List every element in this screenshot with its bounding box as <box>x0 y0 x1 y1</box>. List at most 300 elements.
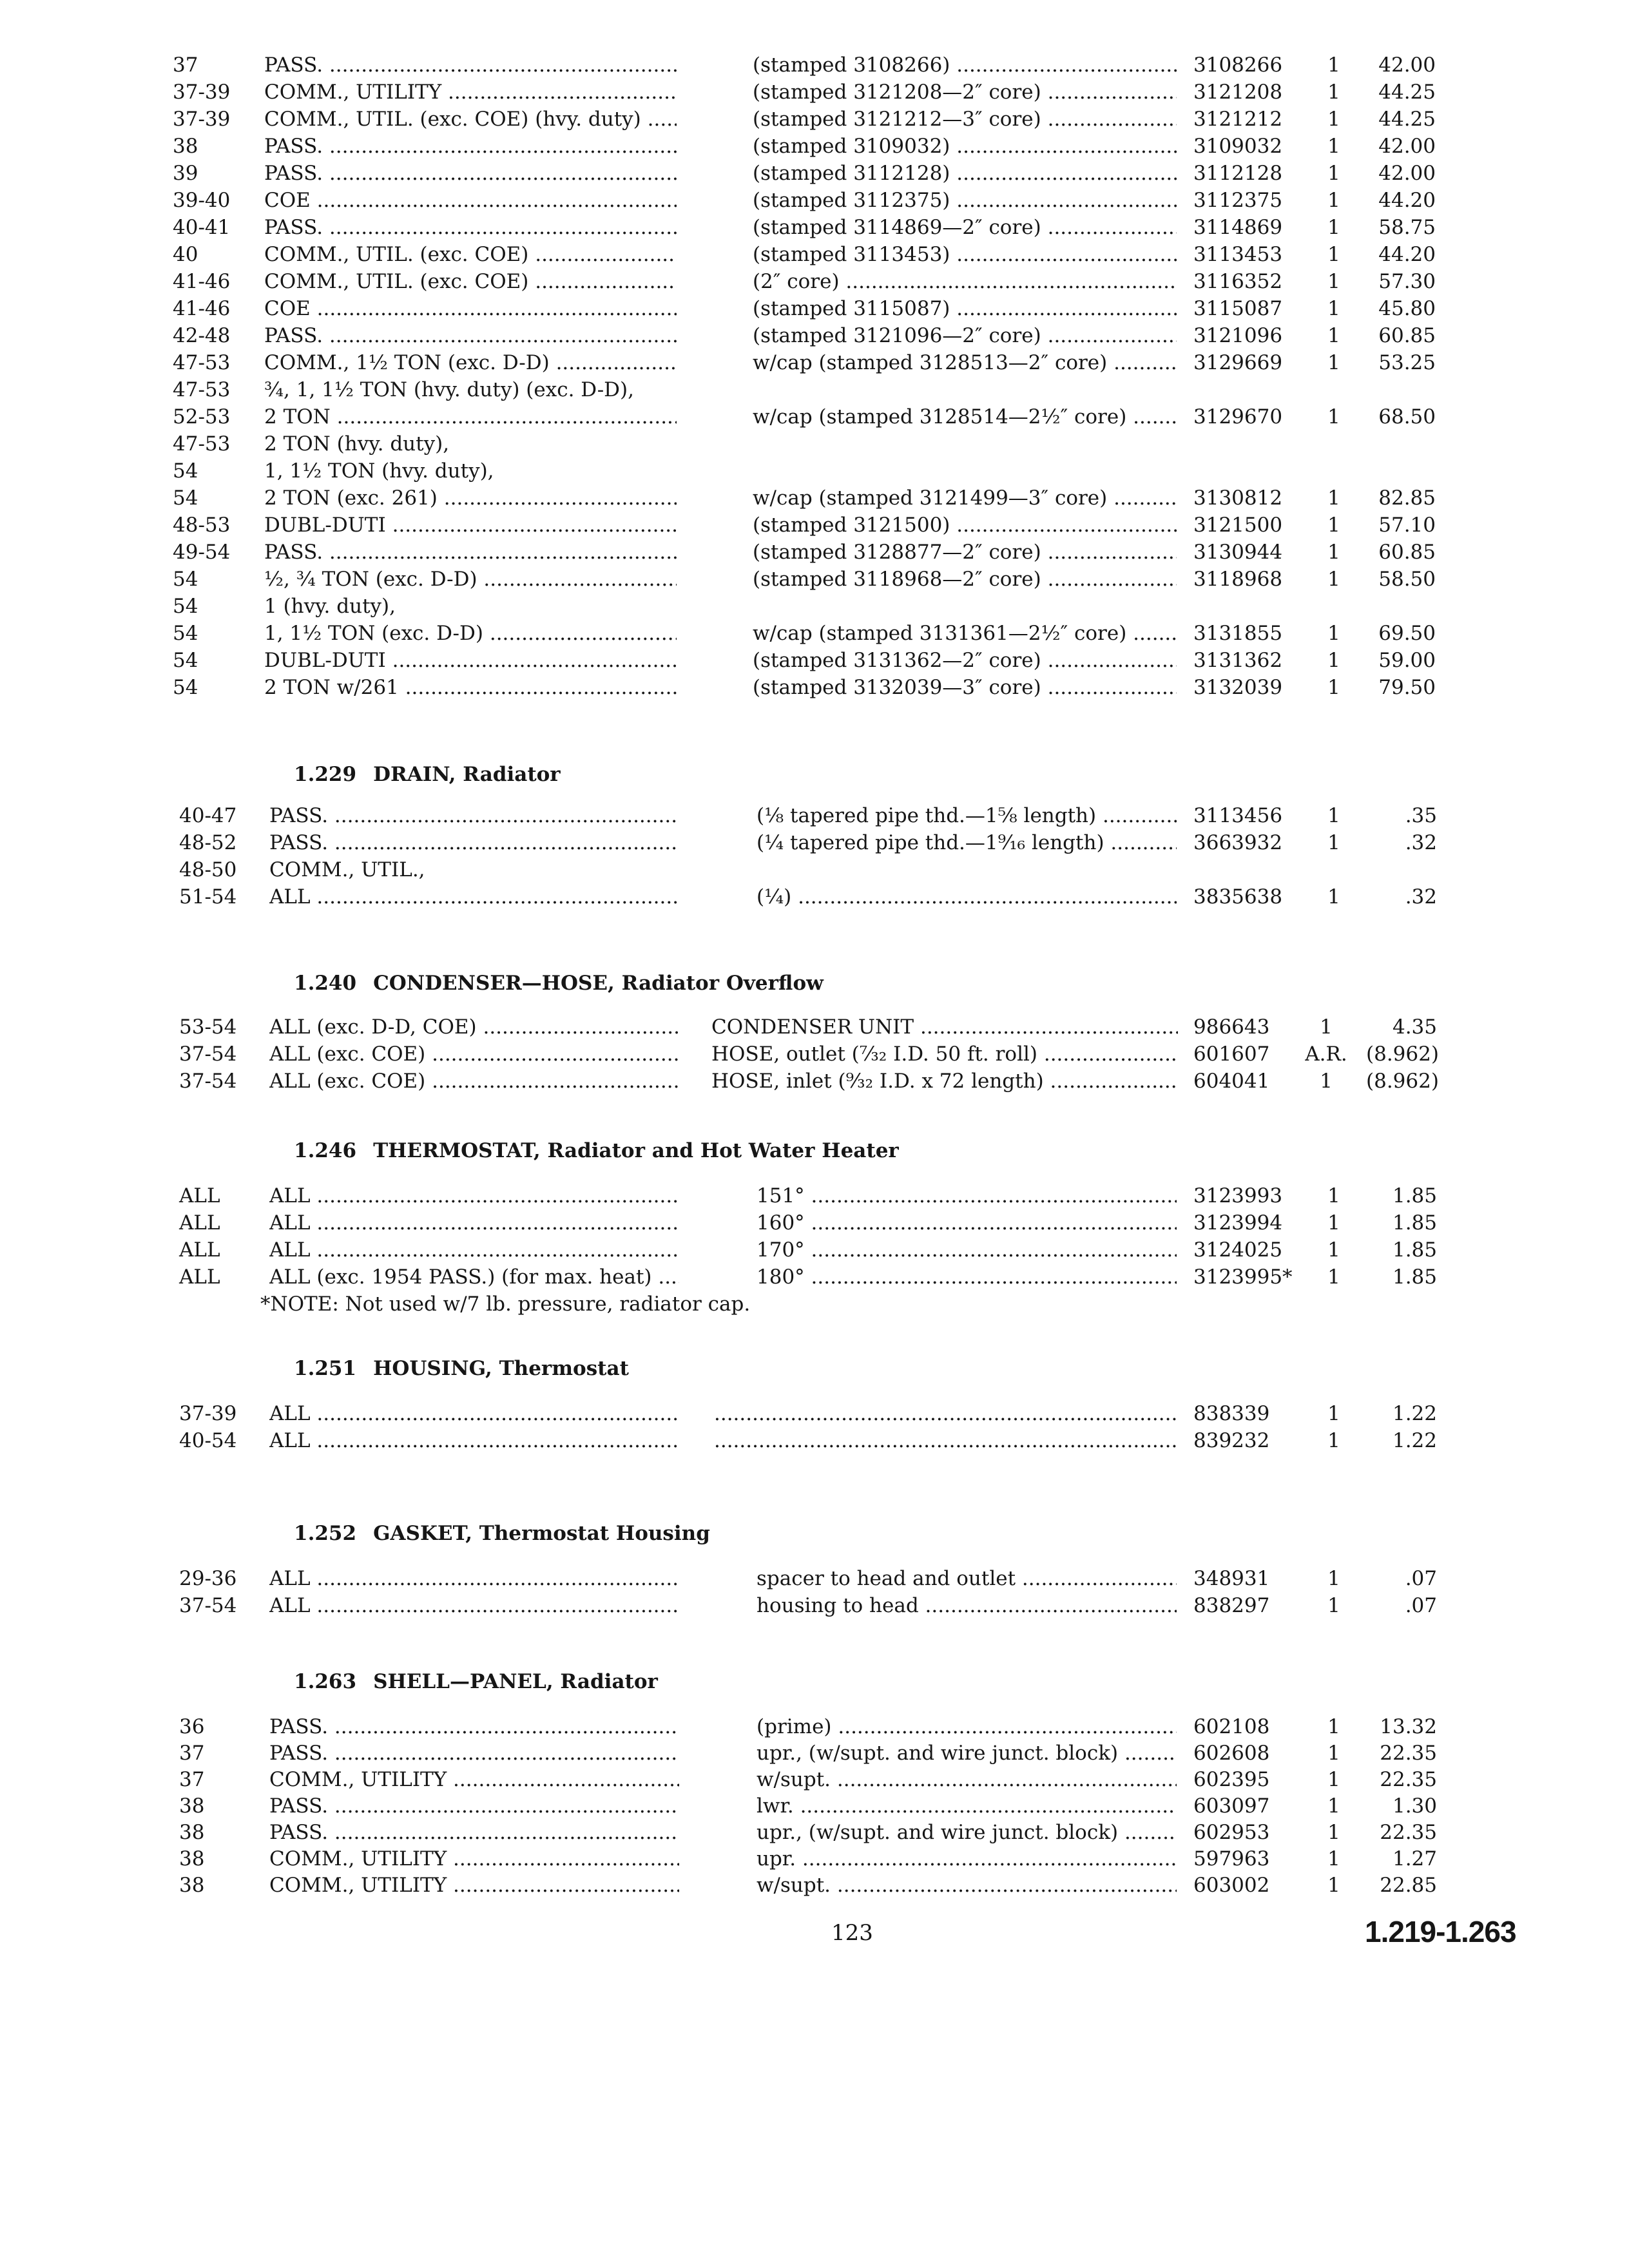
part-number-cell: 602608 <box>1193 1742 1270 1765</box>
price-cell: 44.20 <box>1378 189 1436 212</box>
price-cell: 1.22 <box>1392 1402 1437 1425</box>
part-number-cell: 3124025 <box>1193 1238 1283 1262</box>
price-cell: 42.00 <box>1378 135 1436 158</box>
part-number-cell: 839232 <box>1193 1429 1270 1452</box>
price-cell: 22.85 <box>1380 1874 1437 1897</box>
description-cell: (stamped 3113453) ..... <box>753 240 1177 269</box>
year-cell: 48-53 <box>173 514 231 537</box>
section-number: 1.229 <box>294 763 357 786</box>
table-row <box>0 1871 1629 1899</box>
price-cell: .35 <box>1405 804 1437 827</box>
quantity-cell: 1 <box>1327 541 1340 564</box>
description-cell: 160° ..... <box>757 1209 1177 1237</box>
quantity-cell: 1 <box>1327 676 1340 699</box>
price-cell: 57.30 <box>1378 270 1436 293</box>
quantity-cell: 1 <box>1320 1015 1333 1039</box>
quantity-cell: 1 <box>1327 351 1340 374</box>
table-row <box>0 1182 1629 1210</box>
year-cell: 51-54 <box>179 885 237 908</box>
year-cell: 39 <box>173 162 198 185</box>
model-cell: 1 (hvy. duty), <box>264 595 396 618</box>
table-row <box>0 829 1629 857</box>
model-cell: 1, 1½ TON (exc. D-D) ..... <box>264 619 677 648</box>
year-cell: 29-36 <box>179 1567 237 1590</box>
table-row <box>0 619 1629 648</box>
description-cell: w/cap (stamped 3131361—2½″ core) ..... <box>753 619 1177 648</box>
description-cell: spacer to head and outlet ..... <box>757 1564 1177 1593</box>
part-number-cell: 3123993 <box>1193 1184 1283 1207</box>
quantity-cell: 1 <box>1327 324 1340 347</box>
table-row <box>0 294 1629 323</box>
quantity-cell: 1 <box>1327 243 1340 266</box>
table-row <box>0 1427 1629 1455</box>
price-cell: 44.25 <box>1378 81 1436 104</box>
part-number-cell: 3130812 <box>1193 486 1283 510</box>
description-cell <box>714 1427 1178 1455</box>
model-cell: ALL (exc. COE) ..... <box>269 1040 679 1068</box>
model-cell: PASS. ..... <box>264 51 677 79</box>
price-cell: 44.20 <box>1378 243 1436 266</box>
part-number-cell: 597963 <box>1193 1847 1270 1870</box>
quantity-cell: 1 <box>1327 1567 1340 1590</box>
quantity-cell: 1 <box>1327 1874 1340 1897</box>
year-cell: 37 <box>173 53 198 77</box>
table-row <box>0 883 1629 911</box>
price-cell: 79.50 <box>1378 676 1436 699</box>
year-cell: 37-39 <box>173 108 231 131</box>
year-cell: 38 <box>179 1874 205 1897</box>
table-row <box>0 1013 1629 1041</box>
quantity-cell: 1 <box>1327 1847 1340 1870</box>
model-cell: PASS. ..... <box>264 159 677 187</box>
part-number-cell: 986643 <box>1193 1015 1270 1039</box>
table-row <box>0 565 1629 593</box>
table-row <box>0 430 1629 458</box>
price-cell: 58.75 <box>1378 216 1436 239</box>
quantity-cell: 1 <box>1327 831 1340 854</box>
price-cell: 60.85 <box>1378 324 1436 347</box>
model-cell: PASS. ..... <box>264 213 677 242</box>
table-row <box>0 213 1629 242</box>
part-number-cell: 838297 <box>1193 1594 1270 1617</box>
year-cell: 39-40 <box>173 189 231 212</box>
price-cell: 53.25 <box>1378 351 1436 374</box>
quantity-cell: 1 <box>1327 53 1340 77</box>
model-cell: ALL ..... <box>269 1236 679 1264</box>
part-number-cell: 3121212 <box>1193 108 1283 131</box>
section-title: CONDENSER—HOSE, Radiator Overflow <box>373 972 824 995</box>
part-number-cell: 3131855 <box>1193 622 1283 645</box>
year-cell: 49-54 <box>173 541 231 564</box>
section-title: HOUSING, Thermostat <box>373 1357 629 1380</box>
description-cell: CONDENSER UNIT ..... <box>711 1013 1178 1041</box>
description-cell: (stamped 3108266) ..... <box>753 51 1177 79</box>
table-row <box>0 105 1629 133</box>
price-cell: 42.00 <box>1378 53 1436 77</box>
description-cell: (stamped 3109032) ..... <box>753 132 1177 160</box>
table-row <box>0 1739 1629 1767</box>
quantity-cell: 1 <box>1327 1715 1340 1738</box>
part-number-cell: 3116352 <box>1193 270 1283 293</box>
price-cell: 44.25 <box>1378 108 1436 131</box>
model-cell: PASS. ..... <box>264 538 677 566</box>
section-heading <box>294 1135 899 1166</box>
part-number-cell: 602108 <box>1193 1715 1270 1738</box>
table-row <box>0 186 1629 215</box>
table-row <box>0 267 1629 296</box>
quantity-cell: 1 <box>1327 1429 1340 1452</box>
quantity-cell: 1 <box>1327 135 1340 158</box>
model-cell: ½, ¾ TON (exc. D-D) ..... <box>264 565 677 593</box>
part-number-cell: 3109032 <box>1193 135 1283 158</box>
price-cell: .07 <box>1405 1567 1437 1590</box>
part-number-cell: 3663932 <box>1193 831 1283 854</box>
table-row <box>0 1040 1629 1068</box>
model-cell: 2 TON ..... <box>264 403 677 431</box>
section-heading <box>294 1666 658 1697</box>
price-cell: 42.00 <box>1378 162 1436 185</box>
model-cell: COMM., UTILITY ..... <box>264 78 677 106</box>
quantity-cell: 1 <box>1327 1794 1340 1818</box>
model-cell: ALL ..... <box>269 1564 679 1593</box>
table-row <box>0 511 1629 539</box>
price-cell: 22.35 <box>1380 1821 1437 1844</box>
description-cell: (stamped 3118968—2″ core) ..... <box>753 565 1177 593</box>
part-number-cell: 3130944 <box>1193 541 1283 564</box>
description-cell: upr., (w/supt. and wire junct. block) ..... <box>757 1739 1177 1767</box>
year-cell: 37-54 <box>179 1043 237 1066</box>
description-cell: w/cap (stamped 3128513—2″ core) ..... <box>753 349 1177 377</box>
price-cell: 4.35 <box>1392 1015 1437 1039</box>
part-number-cell: 3121096 <box>1193 324 1283 347</box>
description-cell: (stamped 3112128) ..... <box>753 159 1177 187</box>
quantity-cell: 1 <box>1327 649 1340 672</box>
description-cell: w/supt. ..... <box>757 1871 1177 1899</box>
price-cell: 1.85 <box>1392 1265 1437 1289</box>
quantity-cell: 1 <box>1327 189 1340 212</box>
model-cell: DUBL-DUTI ..... <box>264 511 677 539</box>
model-cell: COMM., UTIL. (exc. COE) (hvy. duty) ..... <box>264 105 677 133</box>
model-cell: COMM., UTILITY ..... <box>269 1871 679 1899</box>
description-cell: 180° ..... <box>757 1263 1177 1291</box>
price-cell: .07 <box>1405 1594 1437 1617</box>
model-cell: PASS. ..... <box>269 1739 679 1767</box>
price-cell: 45.80 <box>1378 297 1436 320</box>
price-cell: (8.962) <box>1366 1043 1439 1066</box>
quantity-cell: 1 <box>1327 1211 1340 1235</box>
model-cell: PASS. ..... <box>269 829 679 857</box>
description-cell: (¼) ..... <box>757 883 1177 911</box>
part-number-cell: 604041 <box>1193 1070 1270 1093</box>
model-cell: COE ..... <box>264 294 677 323</box>
model-cell: ALL ..... <box>269 1182 679 1210</box>
year-cell: 47-53 <box>173 432 231 456</box>
year-cell: 37-39 <box>179 1402 237 1425</box>
price-cell: 69.50 <box>1378 622 1436 645</box>
table-row <box>0 646 1629 675</box>
quantity-cell: 1 <box>1327 1265 1340 1289</box>
model-cell: DUBL-DUTI ..... <box>264 646 677 675</box>
description-cell: (stamped 3132039—3″ core) ..... <box>753 673 1177 702</box>
part-number-cell: 3129669 <box>1193 351 1283 374</box>
model-cell: 2 TON (hvy. duty), <box>264 432 450 456</box>
table-row <box>0 1765 1629 1794</box>
year-cell: 40-54 <box>179 1429 237 1452</box>
year-cell: 41-46 <box>173 270 231 293</box>
price-cell: .32 <box>1405 885 1437 908</box>
section-heading <box>294 1518 710 1549</box>
description-cell: (stamped 3121096—2″ core) ..... <box>753 322 1177 350</box>
model-cell: ¾, 1, 1½ TON (hvy. duty) (exc. D-D), <box>264 378 634 401</box>
model-cell: 1, 1½ TON (hvy. duty), <box>264 459 494 483</box>
price-cell: 1.27 <box>1392 1847 1437 1870</box>
year-cell: 38 <box>173 135 198 158</box>
model-cell: ALL ..... <box>269 1399 679 1428</box>
table-row <box>0 1591 1629 1620</box>
year-cell: 37 <box>179 1742 205 1765</box>
price-cell: 1.22 <box>1392 1429 1437 1452</box>
quantity-cell: 1 <box>1320 1070 1333 1093</box>
table-row <box>0 1399 1629 1428</box>
year-cell: 40-41 <box>173 216 231 239</box>
table-row <box>0 1263 1629 1291</box>
price-cell: 1.85 <box>1392 1184 1437 1207</box>
section-number: 1.263 <box>294 1670 357 1693</box>
year-cell: 54 <box>173 622 198 645</box>
section-number: 1.246 <box>294 1139 357 1162</box>
description-cell: (stamped 3121500) ..... <box>753 511 1177 539</box>
year-cell: ALL <box>179 1265 220 1289</box>
part-number-cell: 3113453 <box>1193 243 1283 266</box>
section-number: 1.240 <box>294 972 357 995</box>
year-cell: 54 <box>173 595 198 618</box>
table-row <box>0 802 1629 830</box>
price-cell: 22.35 <box>1380 1742 1437 1765</box>
quantity-cell: 1 <box>1327 162 1340 185</box>
part-number-cell: 602953 <box>1193 1821 1270 1844</box>
quantity-cell: 1 <box>1327 1821 1340 1844</box>
price-cell: 1.30 <box>1392 1794 1437 1818</box>
part-number-cell: 3131362 <box>1193 649 1283 672</box>
description-cell: (stamped 3128877—2″ core) ..... <box>753 538 1177 566</box>
table-row <box>0 538 1629 566</box>
model-cell: ALL (exc. D-D, COE) ..... <box>269 1013 679 1041</box>
year-cell: 41-46 <box>173 297 231 320</box>
section-number: 1.251 <box>294 1357 357 1380</box>
part-number-cell: 3123994 <box>1193 1211 1283 1235</box>
price-cell: (8.962) <box>1366 1070 1439 1093</box>
description-cell: HOSE, outlet (⁷⁄₃₂ I.D. 50 ft. roll) ..... <box>711 1040 1178 1068</box>
year-cell: 40 <box>173 243 198 266</box>
model-cell: ALL ..... <box>269 1591 679 1620</box>
part-number-cell: 3835638 <box>1193 885 1283 908</box>
part-number-cell: 3112375 <box>1193 189 1283 212</box>
quantity-cell: 1 <box>1327 270 1340 293</box>
model-cell: PASS. ..... <box>269 1713 679 1741</box>
quantity-cell: 1 <box>1327 1742 1340 1765</box>
year-cell: 54 <box>173 649 198 672</box>
model-cell: ALL ..... <box>269 1427 679 1455</box>
quantity-cell: 1 <box>1327 514 1340 537</box>
price-cell: 82.85 <box>1378 486 1436 510</box>
table-row <box>0 132 1629 160</box>
price-cell: 68.50 <box>1378 405 1436 428</box>
table-row <box>0 349 1629 377</box>
year-cell: 42-48 <box>173 324 231 347</box>
section-title: DRAIN, Radiator <box>373 763 561 786</box>
quantity-cell: 1 <box>1327 108 1340 131</box>
model-cell: COMM., UTILITY ..... <box>269 1845 679 1873</box>
description-cell <box>714 1399 1178 1428</box>
table-row <box>0 1792 1629 1820</box>
year-cell: 40-47 <box>179 804 237 827</box>
price-cell: 1.85 <box>1392 1211 1437 1235</box>
section-heading <box>294 759 561 790</box>
year-cell: ALL <box>179 1238 220 1262</box>
section-heading <box>294 1353 629 1384</box>
description-cell: (2″ core) ..... <box>753 267 1177 296</box>
quantity-cell: 1 <box>1327 804 1340 827</box>
model-cell: COE ..... <box>264 186 677 215</box>
part-number-cell: 603002 <box>1193 1874 1270 1897</box>
section-title: SHELL—PANEL, Radiator <box>373 1670 658 1693</box>
model-cell: COMM., UTILITY ..... <box>269 1765 679 1794</box>
description-cell: lwr. ..... <box>757 1792 1177 1820</box>
model-cell: ALL ..... <box>269 883 679 911</box>
description-cell: 170° ..... <box>757 1236 1177 1264</box>
year-cell: 54 <box>173 568 198 591</box>
description-cell: (stamped 3115087) ..... <box>753 294 1177 323</box>
table-row <box>0 1845 1629 1873</box>
description-cell: (stamped 3121212—3″ core) ..... <box>753 105 1177 133</box>
page-number: 123 <box>831 1920 873 1946</box>
quantity-cell: 1 <box>1327 1768 1340 1791</box>
year-cell: 54 <box>173 459 198 483</box>
quantity-cell: 1 <box>1327 568 1340 591</box>
year-cell: ALL <box>179 1184 220 1207</box>
description-cell: (¼ tapered pipe thd.—1⁹⁄₁₆ length) ..... <box>757 829 1177 857</box>
model-cell: PASS. ..... <box>269 802 679 830</box>
table-row <box>0 1818 1629 1847</box>
table-row <box>0 673 1629 702</box>
table-row <box>0 1236 1629 1264</box>
description-cell: (stamped 3131362—2″ core) ..... <box>753 646 1177 675</box>
description-cell: (prime) ..... <box>757 1713 1177 1741</box>
table-row <box>0 159 1629 187</box>
description-cell: (⅛ tapered pipe thd.—1⅝ length) ..... <box>757 802 1177 830</box>
table-row <box>0 856 1629 884</box>
part-number-cell: 838339 <box>1193 1402 1270 1425</box>
model-cell: COMM., UTIL. (exc. COE) ..... <box>264 240 677 269</box>
year-cell: 47-53 <box>173 351 231 374</box>
table-row <box>0 376 1629 404</box>
description-cell: w/supt. ..... <box>757 1765 1177 1794</box>
table-row <box>0 322 1629 350</box>
table-row <box>0 403 1629 431</box>
part-number-cell: 348931 <box>1193 1567 1270 1590</box>
year-cell: 38 <box>179 1821 205 1844</box>
quantity-cell: 1 <box>1327 216 1340 239</box>
year-cell: 52-53 <box>173 405 231 428</box>
price-cell: 60.85 <box>1378 541 1436 564</box>
model-cell: ALL (exc. COE) ..... <box>269 1067 679 1095</box>
table-row <box>0 457 1629 485</box>
price-cell: .32 <box>1405 831 1437 854</box>
part-number-cell: 602395 <box>1193 1768 1270 1791</box>
part-number-cell: 3108266 <box>1193 53 1283 77</box>
footnote: *NOTE: Not used w/7 lb. pressure, radiator cap. <box>260 1293 751 1316</box>
year-cell: 54 <box>173 676 198 699</box>
part-number-cell: 3115087 <box>1193 297 1283 320</box>
part-number-cell: 603097 <box>1193 1794 1270 1818</box>
quantity-cell: 1 <box>1327 1594 1340 1617</box>
part-number-cell: 3123995* <box>1193 1265 1293 1289</box>
quantity-cell: 1 <box>1327 885 1340 908</box>
price-cell: 13.32 <box>1380 1715 1437 1738</box>
price-cell: 59.00 <box>1378 649 1436 672</box>
table-row <box>0 1564 1629 1593</box>
model-cell: 2 TON w/261 ..... <box>264 673 677 702</box>
description-cell: upr., (w/supt. and wire junct. block) ..... <box>757 1818 1177 1847</box>
year-cell: 37 <box>179 1768 205 1791</box>
quantity-cell: 1 <box>1327 486 1340 510</box>
table-row <box>0 592 1629 620</box>
part-number-cell: 3113456 <box>1193 804 1283 827</box>
table-row <box>0 1209 1629 1237</box>
year-cell: ALL <box>179 1211 220 1235</box>
table-row <box>0 78 1629 106</box>
model-cell: ALL ..... <box>269 1209 679 1237</box>
description-cell: HOSE, inlet (⁹⁄₃₂ I.D. x 72 length) ..... <box>711 1067 1178 1095</box>
quantity-cell: 1 <box>1327 405 1340 428</box>
year-cell: 48-50 <box>179 858 237 881</box>
model-cell: ALL (exc. 1954 PASS.) (for max. heat) ..... <box>269 1263 679 1291</box>
quantity-cell: 1 <box>1327 297 1340 320</box>
table-row <box>0 240 1629 269</box>
model-cell: PASS. ..... <box>264 322 677 350</box>
year-cell: 36 <box>179 1715 205 1738</box>
year-cell: 37-39 <box>173 81 231 104</box>
model-cell: COMM., UTIL., <box>269 858 425 881</box>
part-number-cell: 3129670 <box>1193 405 1283 428</box>
part-number-cell: 3118968 <box>1193 568 1283 591</box>
model-cell: PASS. ..... <box>269 1818 679 1847</box>
model-cell: COMM., 1½ TON (exc. D-D) ..... <box>264 349 677 377</box>
model-cell: COMM., UTIL. (exc. COE) ..... <box>264 267 677 296</box>
quantity-cell: 1 <box>1327 1184 1340 1207</box>
year-cell: 53-54 <box>179 1015 237 1039</box>
model-cell: PASS. ..... <box>264 132 677 160</box>
description-cell: (stamped 3112375) ..... <box>753 186 1177 215</box>
year-cell: 54 <box>173 486 198 510</box>
description-cell: (stamped 3121208—2″ core) ..... <box>753 78 1177 106</box>
year-cell: 38 <box>179 1794 205 1818</box>
model-cell: PASS. ..... <box>269 1792 679 1820</box>
quantity-cell: 1 <box>1327 81 1340 104</box>
table-row <box>0 484 1629 512</box>
table-row <box>0 51 1629 79</box>
description-cell: housing to head ..... <box>757 1591 1177 1620</box>
quantity-cell: 1 <box>1327 622 1340 645</box>
section-number: 1.252 <box>294 1522 357 1545</box>
year-cell: 47-53 <box>173 378 231 401</box>
year-cell: 37-54 <box>179 1594 237 1617</box>
page-section-range: 1.219-1.263 <box>1365 1915 1516 1948</box>
quantity-cell: 1 <box>1327 1402 1340 1425</box>
section-title: THERMOSTAT, Radiator and Hot Water Heater <box>373 1139 899 1162</box>
quantity-cell: 1 <box>1327 1238 1340 1262</box>
part-number-cell: 3132039 <box>1193 676 1283 699</box>
